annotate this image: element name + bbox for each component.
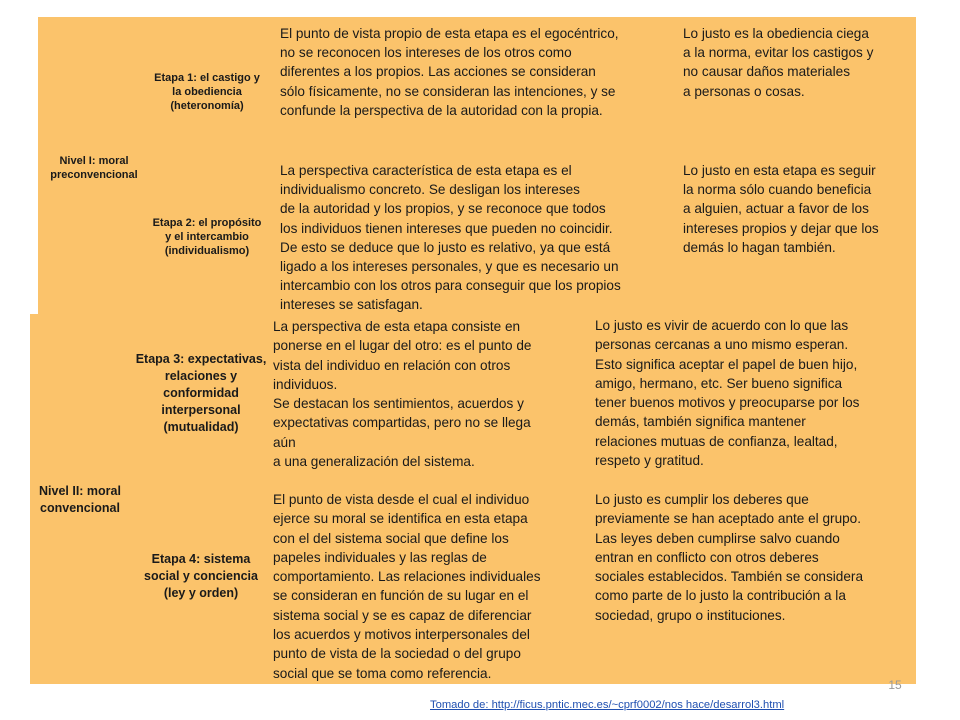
stage-3-label: Etapa 3: expectativas, relaciones y conformidad interpersonal (mutualidad) (135, 351, 267, 434)
stage-2-label: Etapa 2: el propósito y el intercambio (individualismo) (152, 217, 262, 257)
stage-1-label: Etapa 1: el castigo y la obediencia (heteronomía) (154, 72, 260, 112)
stage-4-justice: Lo justo es cumplir los deberes que previamente se han aceptado ante el grupo. Las leyes deben cumplirse salvo cuando entran en conflicto con otros deberes sociales establecidos. También se considera como parte de lo justo la contribución a la sociedad, grupo o instituciones. (595, 492, 863, 623)
page-number: 15 (888, 678, 902, 692)
stage-1-justice: Lo justo es la obediencia ciega a la norma, evitar los castigos y no causar daños materiales a personas o cosas. (683, 26, 874, 99)
stage-2-justice: Lo justo en esta etapa es seguir la norma sólo cuando beneficia a alguien, actuar a favor de los intereses propios y dejar que los demás lo hagan también. (683, 163, 879, 255)
source-link[interactable]: Tomado de: http://ficus.pntic.mec.es/~cprf0002/nos hace/desarrol3.html (430, 699, 785, 711)
stage-3-perspective: La perspectiva de esta etapa consiste en ponerse en el lugar del otro: es el punto de vista del individuo en relación con otros individuos. Se destacan los sentimientos, acuerdos y expectativas compartidas, pero no se llega aún a una generalización del sistema. (273, 319, 532, 470)
stage-3-justice: Lo justo es vivir de acuerdo con lo que las personas cercanas a uno mismo esperan. Esto significa aceptar el papel de buen hijo, amigo, hermano, etc. Ser bueno significa tener buenos motivos y preocuparse por los demás, también significa mantener relaciones mutuas de confianza, lealtad, respeto y gratitud. (595, 318, 860, 469)
level-2-label: Nivel II: moral convencional (39, 484, 121, 515)
stage-4-perspective: El punto de vista desde el cual el individuo ejerce su moral se identifica en esta etapa con el del sistema social que define los papeles individuales y las reglas de comportamiento. Las relaciones individuales se consideran en función de su lugar en el sistema social y se es capaz de diferenciar los acuerdos y motivos interpersonales del punto de vista de la sociedad o del grupo social que se toma como referencia. (273, 492, 541, 681)
stage-1-perspective: El punto de vista propio de esta etapa es el egocéntrico, no se reconocen los intereses de los otros como diferentes a los propios. Las acciones se consideran sólo físicamente, no se consideran las intenciones, y se confunde la perspectiva de la autoridad con la propia. (280, 26, 619, 118)
stage-4-label: Etapa 4: sistema social y conciencia (ley y orden) (144, 552, 258, 600)
stage-2-perspective: La perspectiva característica de esta etapa es el individualismo concreto. Se desligan los intereses de la autoridad y los propios, y se reconoce que todos los individuos tienen intereses que pueden no coincidir. De esto se deduce que lo justo es relativo, ya que está ligado a los intereses personales, y que es necesario un intercambio con los otros para conseguir que los propios intereses se satisfagan. (280, 163, 621, 313)
level-1-label: Nivel I: moral preconvencional (50, 155, 138, 181)
